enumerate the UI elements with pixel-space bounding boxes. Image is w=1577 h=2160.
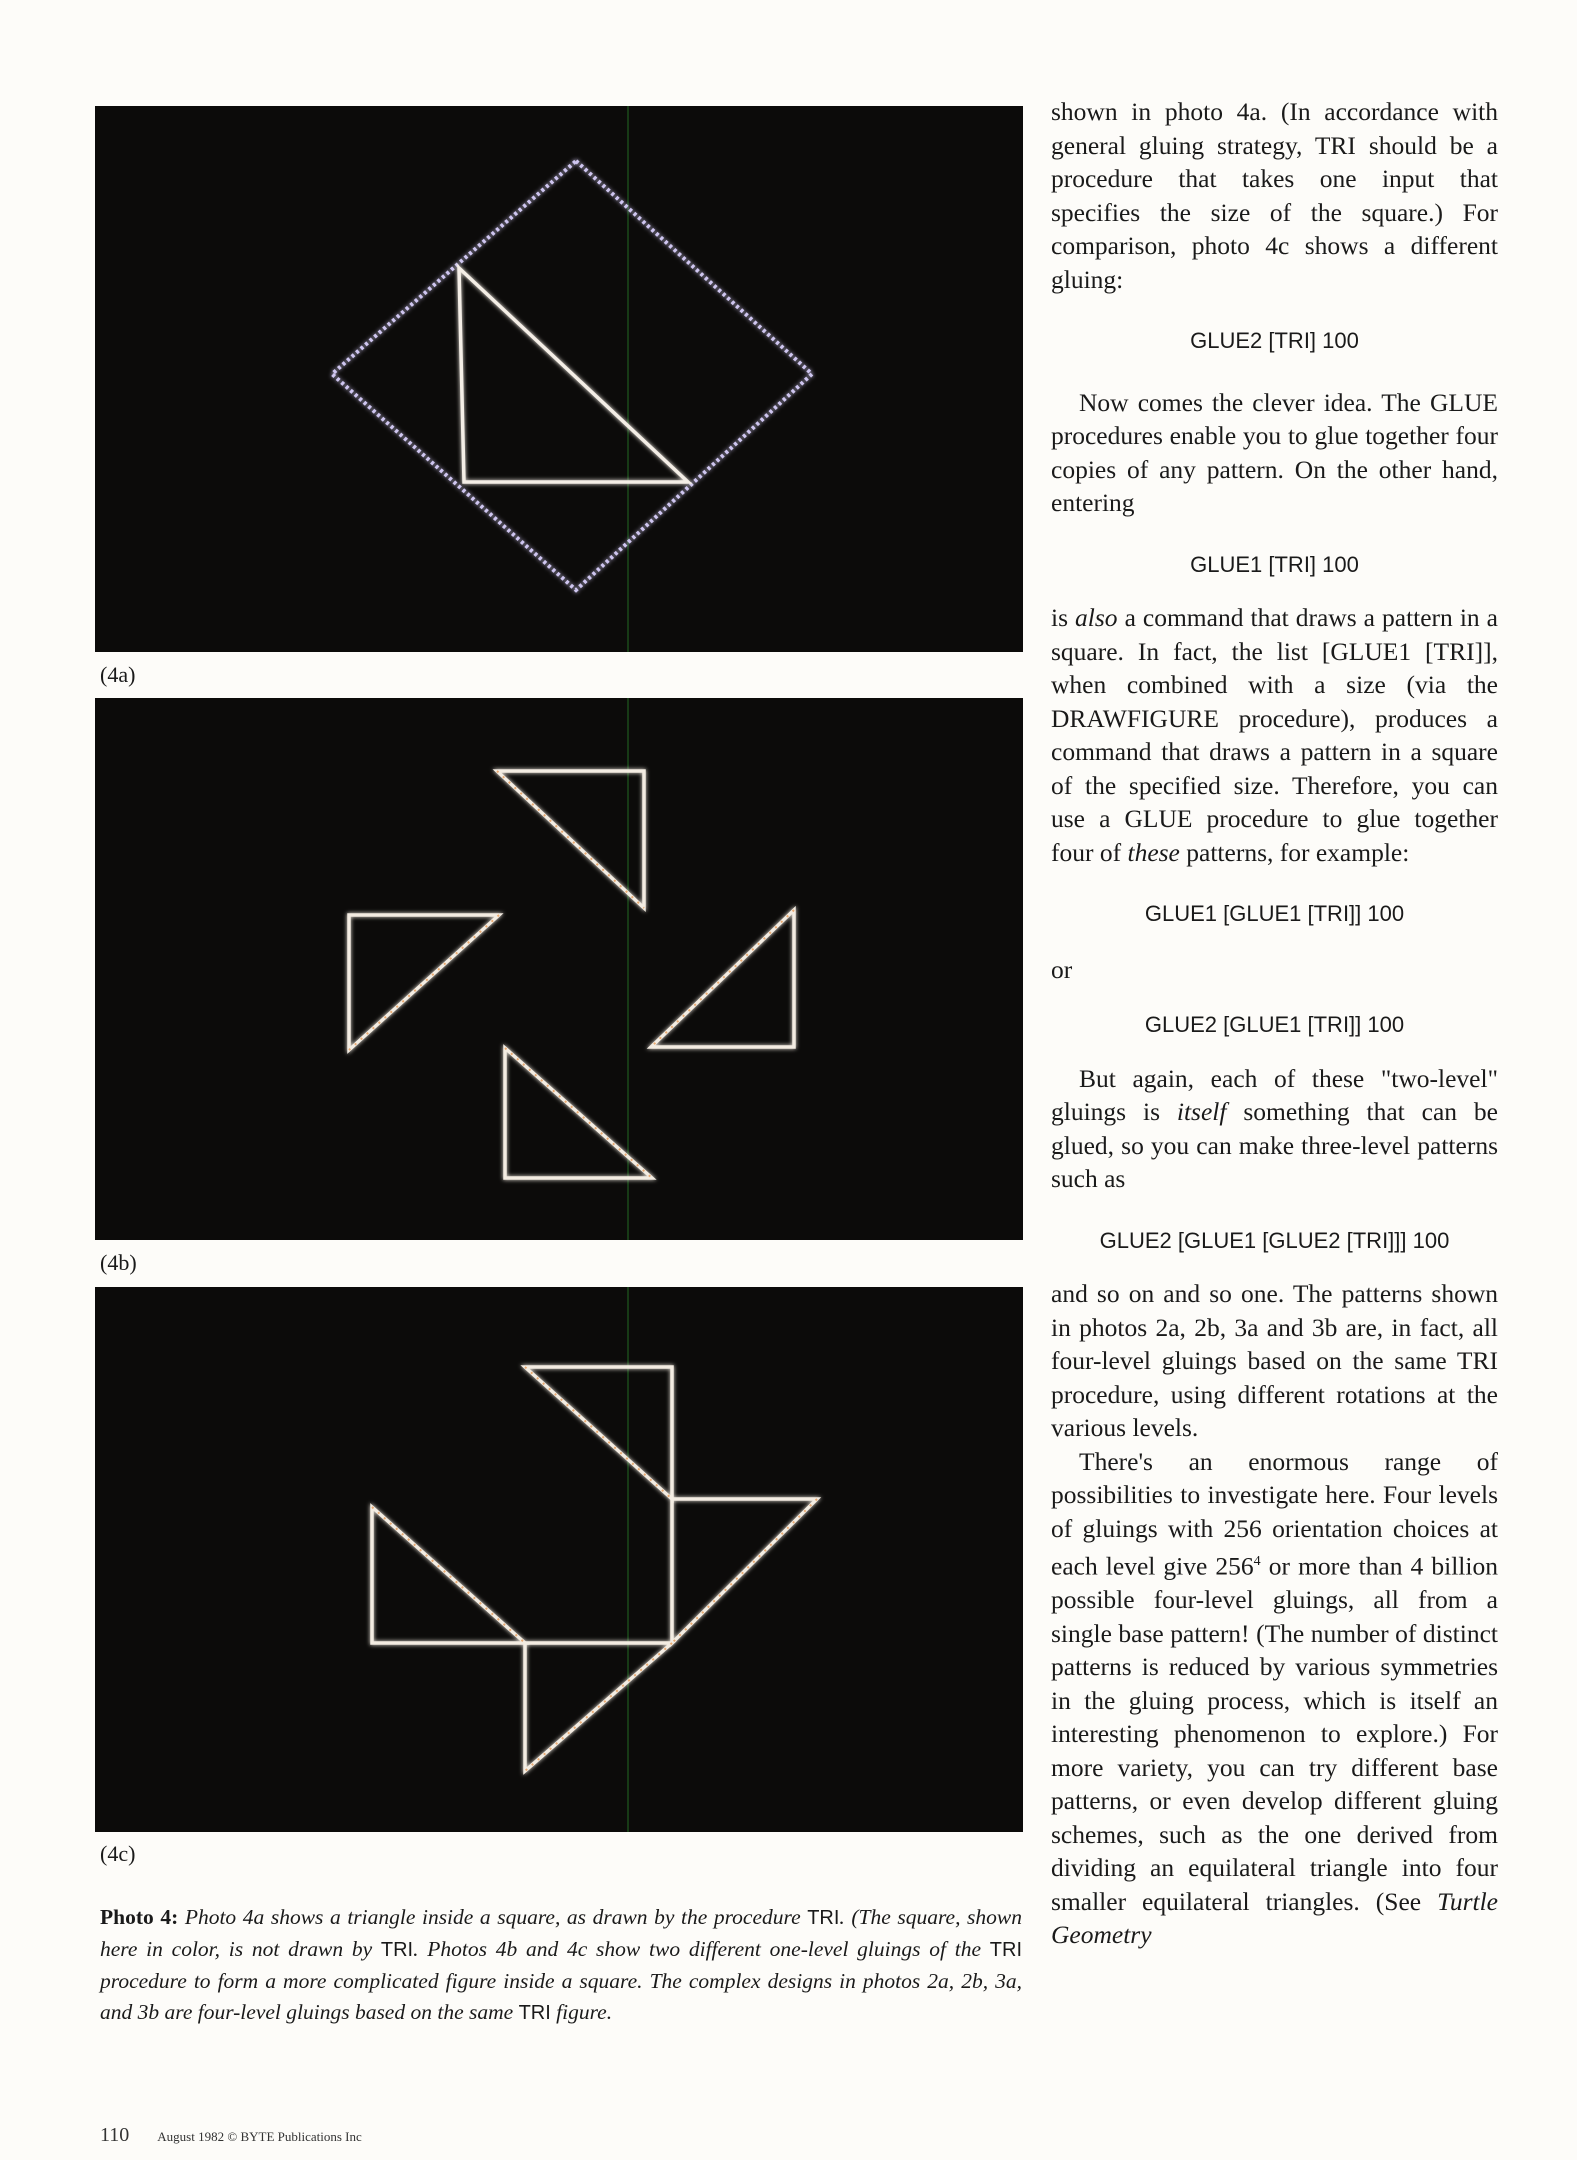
emphasis-text: Turtle Geometry — [1051, 1886, 1498, 1949]
caption-lead: Photo 4: — [100, 1905, 179, 1929]
photo-4c-drawing — [95, 1287, 1023, 1832]
caption-text: procedure to form a more complicated figure inside a square. The complex designs in photos 2a, 2b, 3a, and 3b are four-level gluings based on the same — [100, 1969, 1022, 2024]
tri-figure-bottom — [505, 1048, 652, 1178]
or-text: or — [1051, 954, 1073, 984]
code-line: GLUE2 [TRI] 100 — [1190, 328, 1359, 353]
caption-text: figure. — [550, 2000, 613, 2024]
page-footer — [100, 2124, 362, 2147]
paragraph: shown in photo 4a. (In accordance with general gluing strategy, TRI should be a procedure that takes one input that specifies the size of the square.) For comparison, photo 4c shows a different gluing: — [1051, 97, 1498, 294]
photo-4a-drawing — [95, 106, 1023, 652]
paragraph — [1051, 1062, 1498, 1196]
paragraph: Now comes the clever idea. The GLUE procedures enable you to glue together four copies of any pattern. On the other hand, entering — [1051, 387, 1498, 517]
paragraph-text: There's an enormous range of possibilities to investigate here. Four levels of gluings with 256 orientation choices at each level give 256 — [1051, 1446, 1498, 1581]
photo-4b — [95, 698, 1023, 1240]
caption-tri: TRI — [518, 2002, 551, 2024]
photo-label-4a: (4a) — [100, 662, 136, 687]
paragraph — [1051, 1445, 1498, 1952]
emphasis-text: these — [1127, 837, 1180, 867]
tri-figure — [459, 268, 688, 482]
photo-label-4b: (4b) — [100, 1250, 137, 1275]
paragraph: and so on and so one. The patterns shown in photos 2a, 2b, 3a and 3b are, in fact, all four-level gluings based on the same TRI procedure, using different rotations at the various levels. — [1051, 1279, 1498, 1442]
paragraph — [1051, 601, 1498, 869]
caption-text: Photo 4a shows a triangle inside a square, as drawn by the procedure — [178, 1905, 808, 1929]
paragraph-text: But again, each of these "two-level" gluings is — [1051, 1063, 1498, 1126]
caption-tri: TRI — [807, 1907, 840, 1929]
paragraph-text: patterns, for example: — [1179, 837, 1410, 867]
code-line: GLUE1 [TRI] 100 — [1190, 551, 1359, 577]
paragraph-text: a command that draws a pattern in a square. In fact, the list [GLUE1 [TRI]], when combined with a size (via the DRAWFIGURE procedure), produces a command that draws a pattern in a square of the specified size. Therefore, you can use a GLUE procedure to glue together four of — [1051, 603, 1498, 867]
emphasis-text: itself — [1176, 1097, 1227, 1126]
photo-caption — [100, 1902, 1022, 2029]
footer-credit: August 1982 © BYTE Publications Inc — [157, 2129, 362, 2144]
photo-label-4c: (4c) — [100, 1841, 136, 1866]
tri-figure-top — [525, 1367, 672, 1499]
paragraph-text: something that can be glued, so you can make three-level patterns such as — [1051, 1097, 1498, 1193]
tri-figure-top — [497, 771, 644, 908]
code-line: GLUE1 [GLUE1 [TRI]] 100 — [1144, 901, 1405, 926]
caption-text: . (The square, shown here in color, is not drawn by — [100, 1905, 1022, 1961]
caption-text: . Photos 4b and 4c show two different one-level gluings of the — [413, 1937, 990, 1961]
caption-tri: TRI — [380, 1939, 414, 1961]
emphasis-text: also — [1075, 603, 1118, 632]
superscript: 4 — [1253, 1554, 1261, 1569]
paragraph-text: is — [1051, 603, 1076, 632]
photo-4a — [95, 106, 1023, 652]
code-line: GLUE2 [GLUE1 [GLUE2 [TRI]]] 100 — [1099, 1227, 1450, 1253]
tri-figure-right — [672, 1499, 817, 1643]
photo-4c — [95, 1287, 1023, 1832]
tri-figure-left — [349, 915, 499, 1050]
photo-4b-drawing — [95, 698, 1023, 1240]
page-number: 110 — [100, 2124, 130, 2146]
paragraph-text: or more than 4 billion possible four-level gluings, all from a single base pattern! (The number of distinct patterns is reduced by various symmetries in the gluing process, which is itself an interesting phenomenon to explore.) For more variety, you can try different base patterns, or even develop different gluing schemes, such as the one derived from dividing an equilateral triangle into four smaller equilateral triangles. (See — [1051, 1551, 1498, 1916]
caption-tri: TRI — [989, 1939, 1022, 1961]
body-column — [1051, 95, 1498, 1952]
code-line: GLUE2 [GLUE1 [TRI]] 100 — [1144, 1012, 1405, 1037]
tri-figure-left — [372, 1507, 525, 1643]
